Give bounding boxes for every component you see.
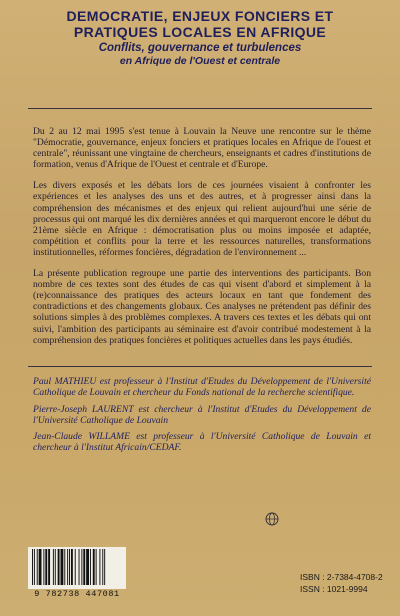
cover-title-line1: DEMOCRATIE, ENJEUX FONCIERS ET <box>66 8 334 24</box>
issn-text: ISSN : 1021-9994 <box>300 584 368 594</box>
author-note-willame: Jean-Claude WILLAME est professeur à l'Université Catholique de Louvain et chercheur à l'Institut Africain/CEDAF. <box>33 431 371 454</box>
isbn-text: ISBN : 2-7384-4708-2 <box>300 572 383 582</box>
globe-symbol-icon <box>265 512 279 526</box>
cover-title-line2: PRATIQUES LOCALES EN AFRIQUE <box>73 24 327 40</box>
blurb-paragraph-3: La présente publication regroupe une partie des interventions des participants. Bon nombre de ces textes sont des études de cas qui visent d'abord et simplement à la (re)connaissance des pratiques des acteurs locaux en tant que fondement des contradictions et des changements globaux. Ces analyses ne prétendent pas définir des solutions simples à des problèmes complexes. A travers ces textes et les débats qui ont suivi, l'ambition des participants au séminaire est d'avoir contribué modestement à la compréhension des pratiques foncières et politiques actuelles dans les pays étudiés. <box>33 268 371 346</box>
blurb <box>33 126 371 356</box>
barcode-bars <box>28 547 126 589</box>
author-note-mathieu: Paul MATHIEU est professeur à l'Institut d'Etudes du Développement de l'Université Catholique de Louvain et chercheur du Fonds national de la recherche scientifique. <box>33 376 371 399</box>
cover-header <box>0 8 400 68</box>
middle-divider <box>28 366 372 367</box>
cover-subtitle: Conflits, gouvernance et turbulences <box>98 42 302 54</box>
blurb-paragraph-1: Du 2 au 12 mai 1995 s'est tenue à Louvain la Neuve une rencontre sur le thème "Démocratie, gouvernance, enjeux fonciers et pratiques locales en Afrique de l'ouest et centrale", réunissant une vingtaine de chercheurs, enseignants et cadres d'institutions de formation, venus d'Afrique de l'Ouest et centrale et d'Europe. <box>33 126 371 171</box>
cover-title <box>0 8 400 40</box>
author-notes <box>33 376 371 459</box>
top-divider <box>28 108 372 109</box>
barcode-number: 9 782738 447081 <box>34 589 120 599</box>
cover-subtitle-region: en Afrique de l'Ouest et centrale <box>119 55 281 67</box>
author-note-laurent: Pierre-Joseph LAURENT est chercheur à l'Institut d'Etudes du Développement de l'Université Catholique de Louvain <box>33 404 371 427</box>
publication-identifiers <box>300 571 390 595</box>
blurb-paragraph-2: Les divers exposés et les débats lors de ces journées visaient à confronter les expériences et les analyses des uns et des autres, et à progresser ainsi dans la compréhension des mécanismes et des enjeux qui relient aujourd'hui une série de processus qui ont marqué les dix dernières années et qui marqueront encore le début du 21ème siècle en Afrique : démocratisation plus ou moins imposée et adaptée, compétition et conflits pour la terre et les ressources naturelles, transformations institutionnelles, réformes foncières, dégradation de l'environnement ... <box>33 180 371 258</box>
barcode <box>28 547 126 599</box>
